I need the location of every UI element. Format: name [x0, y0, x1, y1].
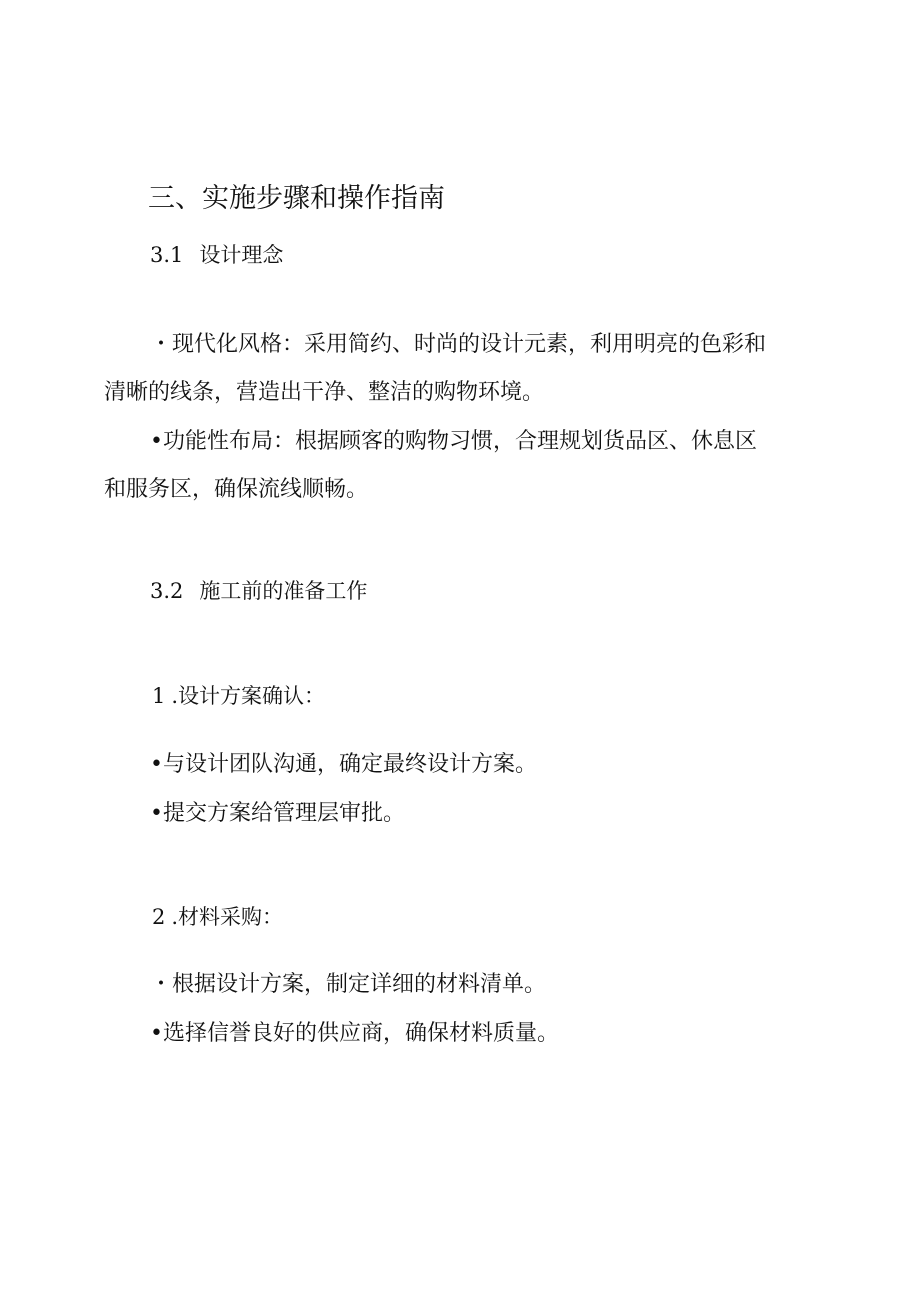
paragraph-line: ・现代化风格：采用简约、时尚的设计元素，利用明亮的色彩和: [150, 332, 767, 357]
bullet-item: ・根据设计方案，制定详细的材料清单。: [150, 972, 547, 997]
item-number: 1: [152, 684, 166, 708]
item-title: .设计方案确认：: [171, 684, 326, 708]
section-heading-3-2: [150, 577, 367, 605]
section-title: 设计理念: [199, 243, 284, 267]
numbered-item-2: [152, 903, 283, 931]
bullet-item: •与设计团队沟通，确定最终设计方案。: [150, 752, 537, 777]
page-heading: 三、实施步骤和操作指南: [148, 183, 445, 214]
bullet-item: •提交方案给管理层审批。: [150, 801, 405, 826]
section-heading-3-1: [150, 241, 283, 269]
item-number: 2: [152, 905, 166, 929]
numbered-item-1: [152, 682, 325, 710]
paragraph-line: 清晰的线条，营造出干净、整洁的购物环境。: [104, 380, 545, 405]
section-title: 施工前的准备工作: [199, 579, 368, 603]
item-title: .材料采购：: [171, 905, 284, 929]
section-number: 3.1: [150, 243, 184, 267]
paragraph-line: 和服务区，确保流线顺畅。: [104, 477, 369, 502]
section-number: 3.2: [150, 579, 184, 603]
paragraph-line: •功能性布局：根据顾客的购物习惯，合理规划货品区、休息区: [150, 429, 757, 454]
bullet-item: •选择信誉良好的供应商，确保材料质量。: [150, 1021, 559, 1046]
